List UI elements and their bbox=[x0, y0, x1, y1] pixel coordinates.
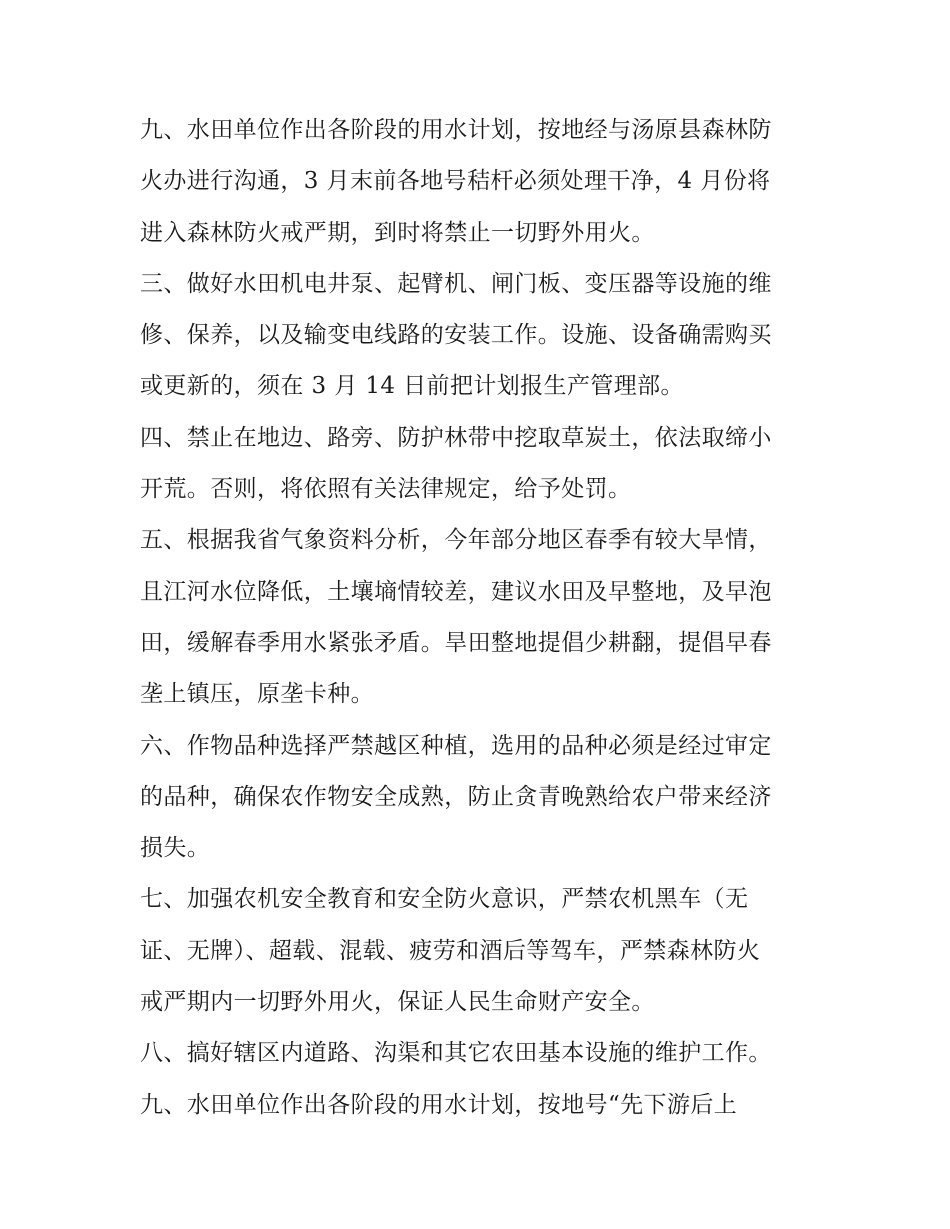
text-line: 九、水田单位作出各阶段的用水计划，按地号“先下游后上 bbox=[140, 1091, 738, 1118]
text-line: 戒严期内一切野外用火，保证人民生命财产安全。 bbox=[140, 989, 655, 1016]
text-line: 五、根据我省气象资料分析，今年部分地区春季有较大旱情， bbox=[140, 527, 772, 554]
text-line: 的品种，确保农作物安全成熟，防止贪青晚熟给农户带来经济 bbox=[140, 783, 772, 810]
text-line: 六、作物品种选择严禁越区种植，选用的品种必须是经过审定 bbox=[140, 732, 772, 759]
text-line: 九、水田单位作出各阶段的用水计划，按地经与汤原县森林防 bbox=[140, 117, 772, 143]
text-line: 三、做好水田机电井泵、起臂机、闸门板、变压器等设施的维 bbox=[140, 270, 772, 297]
text-line: 田，缓解春季用水紧张矛盾。旱田整地提倡少耕翻，提倡早春 bbox=[140, 629, 772, 656]
document-body bbox=[140, 105, 820, 1131]
text-line: 八、搞好辖区内道路、沟渠和其它农田基本设施的维护工作。 bbox=[140, 1040, 772, 1067]
text-line: 四、禁止在地边、路旁、防护林带中挖取草炭土，依法取缔小 bbox=[140, 424, 772, 451]
text-line: 垄上镇压，原垄卡种。 bbox=[140, 681, 374, 708]
text-line: 修、保养，以及输变电线路的安装工作。设施、设备确需购买 bbox=[140, 322, 772, 349]
text-line: 或更新的，须在 3 月 14 日前把计划报生产管理部。 bbox=[140, 373, 684, 400]
text-line: 七、加强农机安全教育和安全防火意识，严禁农机黑车（无 bbox=[140, 886, 749, 913]
text-line: 损失。 bbox=[140, 835, 211, 862]
text-line: 火办进行沟通，3 月末前各地号秸杆必须处理干净，4 月份将 bbox=[140, 168, 771, 195]
text-line: 且江河水位降低，土壤墒情较差，建议水田及早整地，及早泡 bbox=[140, 578, 772, 605]
text-line: 证、无牌）、超载、混载、疲劳和酒后等驾车，严禁森林防火 bbox=[140, 937, 761, 964]
text-line: 进入森林防火戒严期，到时将禁止一切野外用火。 bbox=[140, 219, 655, 246]
text-line: 开荒。否则，将依照有关法律规定，给予处罚。 bbox=[140, 476, 632, 503]
